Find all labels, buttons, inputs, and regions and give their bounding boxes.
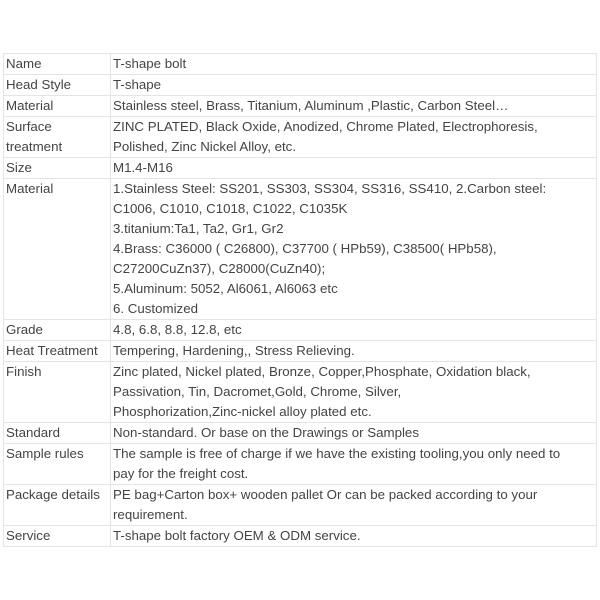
table-row: [4, 444, 597, 485]
table-row: [4, 158, 597, 179]
table-row: [4, 485, 597, 526]
table-row: [4, 341, 597, 362]
row-label-name: Name: [4, 54, 111, 75]
table-row: [4, 526, 597, 547]
row-label-material: Material: [4, 96, 111, 117]
row-value-grade: 4.8, 6.8, 8.8, 12.8, etc: [111, 320, 597, 341]
row-label-sample-rules: Sample rules: [4, 444, 111, 485]
row-label-grade: Grade: [4, 320, 111, 341]
spec-table-body: [4, 54, 597, 547]
table-row: [4, 75, 597, 96]
row-label-package-details: Package details: [4, 485, 111, 526]
row-value-head-style: T-shape: [111, 75, 597, 96]
row-label-finish: Finish: [4, 362, 111, 423]
row-label-standard: Standard: [4, 423, 111, 444]
table-row: [4, 96, 597, 117]
table-row: [4, 54, 597, 75]
spec-table: [3, 53, 597, 547]
row-label-head-style: Head Style: [4, 75, 111, 96]
row-value-finish: Zinc plated, Nickel plated, Bronze, Copper,Phosphate, Oxidation black, Passivation, Tin, Dacromet,Gold, Chrome, Silver, Phosphorization,Zinc-nickel alloy plated etc.: [111, 362, 597, 423]
row-value-standard: Non-standard. Or base on the Drawings or Samples: [111, 423, 597, 444]
table-row: [4, 423, 597, 444]
row-value-size: M1.4-M16: [111, 158, 597, 179]
table-row: [4, 320, 597, 341]
row-label-material-details: Material: [4, 179, 111, 320]
table-row: [4, 117, 597, 158]
table-row: [4, 362, 597, 423]
row-value-service: T-shape bolt factory OEM & ODM service.: [111, 526, 597, 547]
row-value-surface-treatment: ZINC PLATED, Black Oxide, Anodized, Chrome Plated, Electrophoresis, Polished, Zinc Nickel Alloy, etc.: [111, 117, 597, 158]
row-label-service: Service: [4, 526, 111, 547]
row-label-heat-treatment: Heat Treatment: [4, 341, 111, 362]
row-value-package-details: PE bag+Carton box+ wooden pallet Or can be packed according to your requirement.: [111, 485, 597, 526]
row-value-name: T-shape bolt: [111, 54, 597, 75]
table-row: [4, 179, 597, 320]
row-label-size: Size: [4, 158, 111, 179]
row-value-material-details: 1.Stainless Steel: SS201, SS303, SS304, SS316, SS410, 2.Carbon steel: C1006, C1010, C1018, C1022, C1035K 3.titanium:Ta1, Ta2, Gr1, Gr2 4.Brass: C36000 ( C26800), C37700 ( HPb59), C38500( HPb58), C27200CuZn37), C28000(CuZn40); 5.Aluminum: 5052, Al6061, Al6063 etc 6. Customized: [111, 179, 597, 320]
row-value-sample-rules: The sample is free of charge if we have the existing tooling,you only need to pay for the freight cost.: [111, 444, 597, 485]
row-label-surface-treatment: Surface treatment: [4, 117, 111, 158]
row-value-material: Stainless steel, Brass, Titanium, Aluminum ,Plastic, Carbon Steel…: [111, 96, 597, 117]
row-value-heat-treatment: Tempering, Hardening,, Stress Relieving.: [111, 341, 597, 362]
